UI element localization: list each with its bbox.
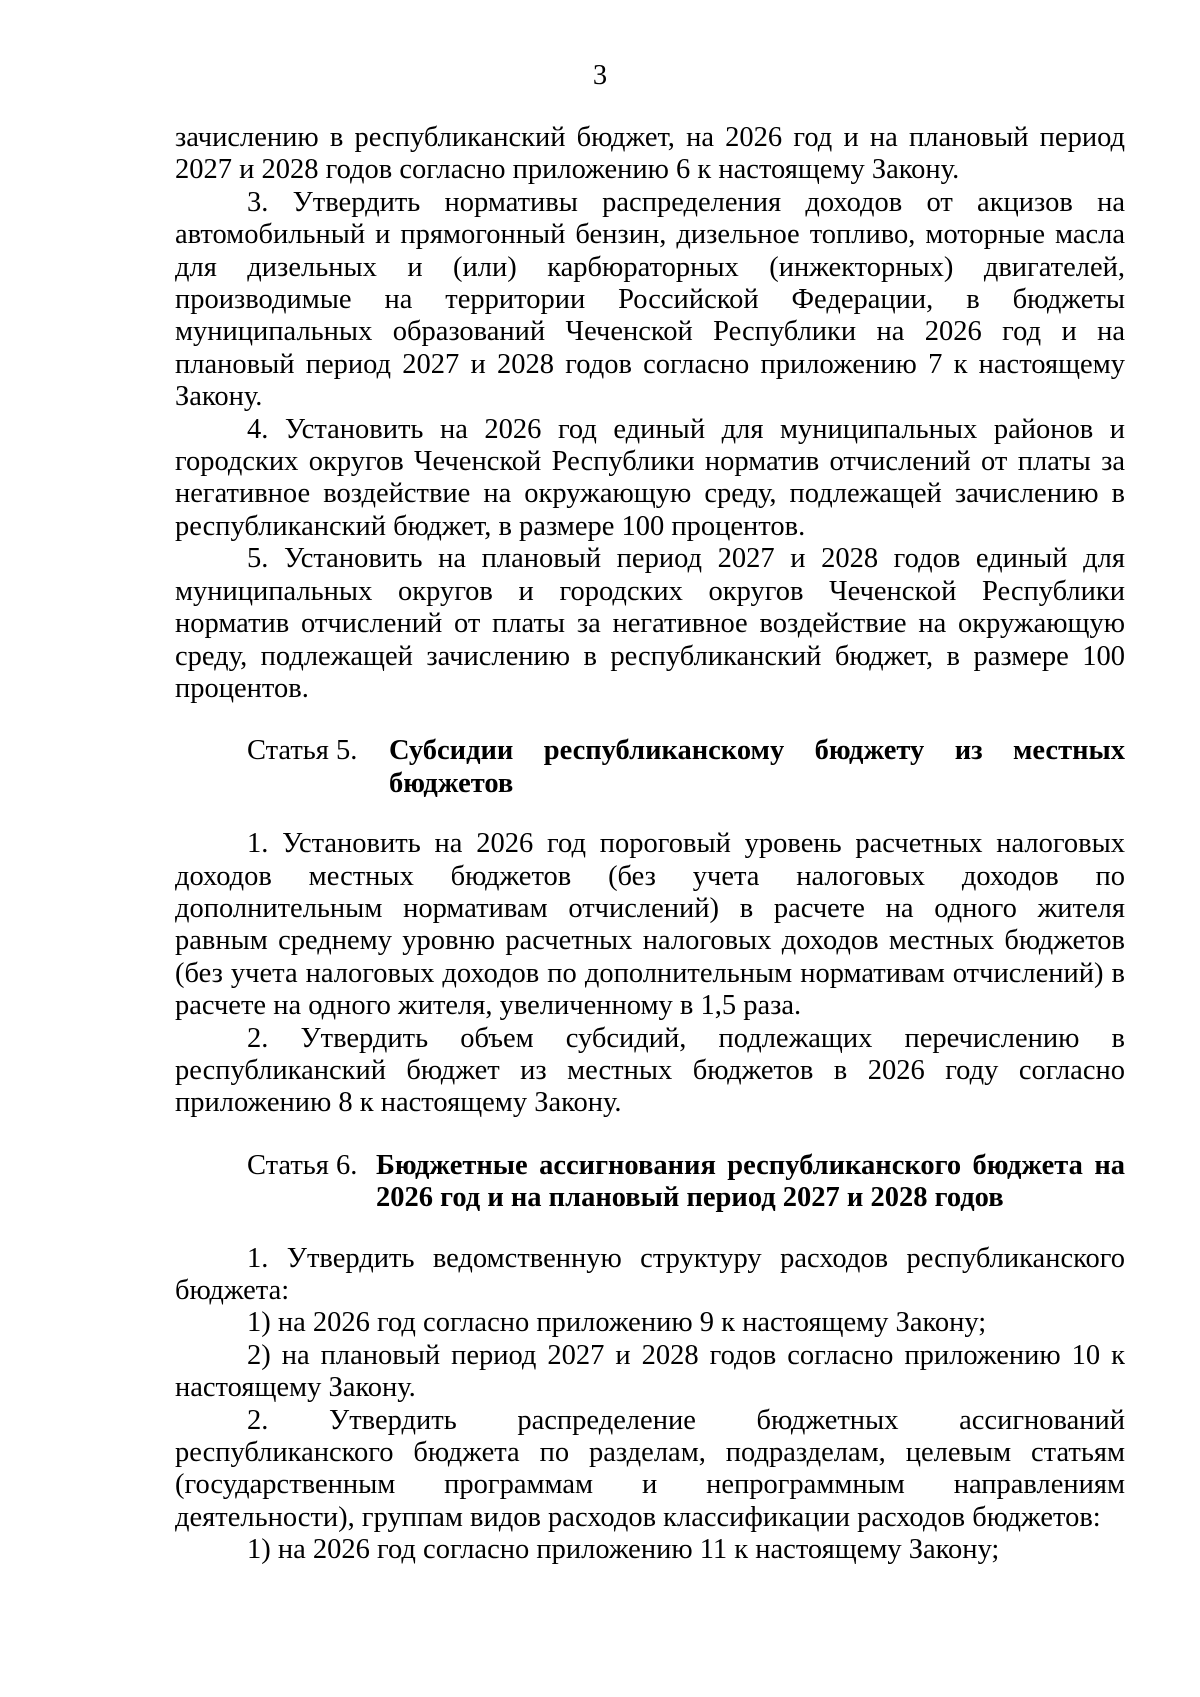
article-label: Статья 6. [247, 1149, 358, 1181]
article-title: Бюджетные ассигнования республиканского бюджета на 2026 год и на плановый период 2027 и 2028 годов [376, 1149, 1125, 1214]
article-6-subitem-1b: 1) на 2026 год согласно приложению 11 к настоящему Закону; [247, 1534, 1000, 1566]
article-5-paragraph-2: 2. Утвердить объем субсидий, подлежащих перечислению в республиканский бюджет из местных бюджетов в 2026 году согласно приложению 8 к настоящему Закону. [175, 1022, 1125, 1119]
article-6-paragraph-1: 1. Утвердить ведомственную структуру расходов республиканского бюджета: [175, 1242, 1125, 1306]
paragraph-item-5: 5. Установить на плановый период 2027 и 2028 годов единый для муниципальных округов и городских округов Чеченской Республики норматив отчислений от платы за негативное воздействие на окружающую среду, подлежащей зачислению в республиканский бюджет, в размере 100 процентов. [175, 543, 1125, 704]
article-6-subitem-1: 1) на 2026 год согласно приложению 9 к настоящему Закону; [247, 1307, 987, 1339]
article-6-subitem-2: 2) на плановый период 2027 и 2028 годов согласно приложению 10 к настоящему Закону. [175, 1339, 1125, 1404]
article-label: Статья 5. [247, 735, 358, 767]
paragraph: зачислению в республиканский бюджет, на 2026 год и на плановый период 2027 и 2028 годов согласно приложению 6 к настоящему Закону. [175, 122, 1125, 186]
article-title: Субсидии республиканскому бюджету из местных бюджетов [389, 735, 1125, 799]
article-5-paragraph-1: 1. Установить на 2026 год пороговый уровень расчетных налоговых доходов местных бюджетов (без учета налоговых доходов по дополнительным нормативам отчислений) в расчете на одного жителя равным среднему уровню расчетных налоговых доходов местных бюджетов (без учета налоговых доходов по дополнительным нормативам отчислений) в расчете на одного жителя, увеличенному в 1,5 раза. [175, 828, 1125, 1022]
article-6-paragraph-2: 2. Утвердить распределение бюджетных ассигнований республиканского бюджета по разделам, подразделам, целевым статьям (государственным программам и непрограммным направлениям деятельности), группам видов расходов классификации расходов бюджетов: [175, 1404, 1125, 1533]
paragraph-item-3: 3. Утвердить нормативы распределения доходов от акцизов на автомобильный и прямогонный бензин, дизельное топливо, моторные масла для дизельных и (или) карбюраторных (инжекторных) двигателей, производимые на территории Российской Федерации, в бюджеты муниципальных образований Чеченской Республики на 2026 год и на плановый период 2027 и 2028 годов согласно приложению 7 к настоящему Закону. [175, 186, 1125, 413]
document-body [175, 122, 1125, 1567]
page-number: 3 [592, 60, 608, 91]
article-5-heading [175, 735, 1125, 800]
article-6-heading [175, 1150, 1125, 1215]
paragraph-item-4: 4. Установить на 2026 год единый для муниципальных районов и городских округов Чеченской Республики норматив отчислений от платы за негативное воздействие на окружающую среду, подлежащей зачислению в республиканский бюджет, в размере 100 процентов. [175, 413, 1125, 542]
